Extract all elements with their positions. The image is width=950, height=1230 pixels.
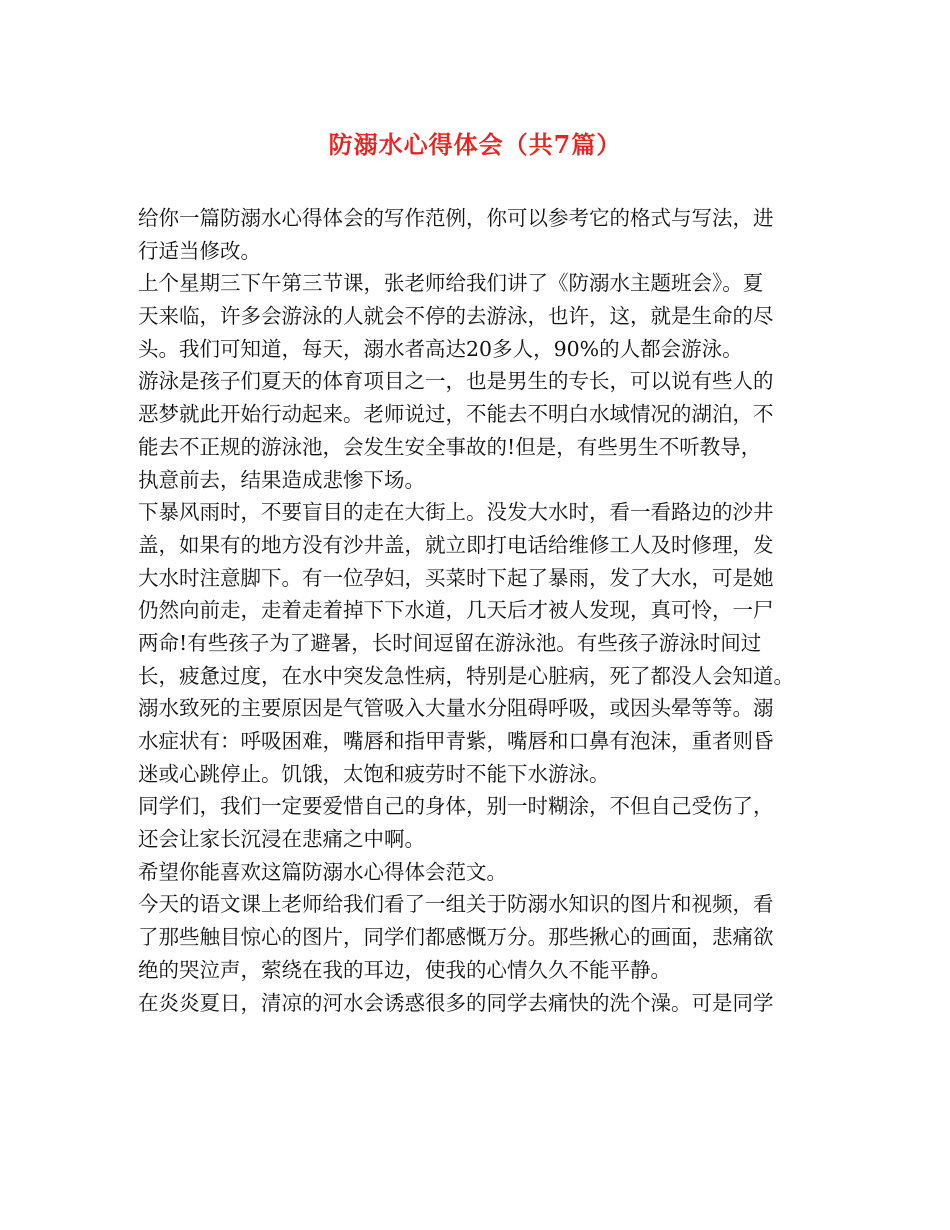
document-title: 防溺水心得体会（共7篇） [328,130,622,159]
text-line-3: 上个星期三下午第三节课，张老师给我们讲了《防溺水主题班会》。夏 [138,271,764,296]
text-line-4: 天来临，许多会游泳的人就会不停的去游泳，也许，这，就是生命的尽 [138,304,774,329]
text-line-15: 长，疲惫过度，在水中突发急性病，特别是心脏病，死了都没人会知道。 [138,663,794,688]
text-line-18: 迷或心跳停止。饥饿，太饱和疲劳时不能下水游泳。 [138,761,610,786]
text-line-11: 盖，如果有的地方没有沙井盖，就立即打电话给维修工人及时修理，发 [138,532,774,557]
text-line-2: 行适当修改。 [138,238,261,263]
text-line-16: 溺水致死的主要原因是气管吸入大量水分阻碍呼吸，或因头晕等等。溺 [138,696,774,721]
text-line-24: 绝的哭泣声，萦绕在我的耳边，使我的心情久久不能平静。 [138,957,671,982]
text-line-1: 给你一篇防溺水心得体会的写作范例，你可以参考它的格式与写法，进 [138,206,774,230]
text-line-25: 在炎炎夏日，清凉的河水会诱惑很多的同学去痛快的洗个澡。可是同学 [138,990,774,1015]
text-line-8: 能去不正规的游泳池，会发生安全事故的!但是，有些男生不听教导， [138,434,762,459]
text-line-7: 恶梦就此开始行动起来。老师说过，不能去不明白水域情况的湖泊，不 [138,402,774,427]
text-line-19: 同学们，我们一定要爱惜自己的身体，别一时糊涂，不但自己受伤了， [138,794,774,819]
text-line-22: 今天的语文课上老师给我们看了一组关于防溺水知识的图片和视频，看 [138,892,774,917]
text-line-9: 执意前去，结果造成悲惨下场。 [138,467,425,492]
text-line-12: 大水时注意脚下。有一位孕妇，买菜时下起了暴雨，发了大水，可是她 [138,565,774,590]
document-body [138,202,828,1019]
text-line-10: 下暴风雨时，不要盲目的走在大街上。没发大水时，看一看路边的沙井 [138,500,774,525]
text-line-14: 两命!有些孩子为了避暑，长时间逗留在游泳池。有些孩子游泳时间过 [138,630,762,655]
text-line-20: 还会让家长沉浸在悲痛之中啊。 [138,827,425,852]
text-line-5: 头。我们可知道，每天，溺水者高达20多人，90%的人都会游泳。 [138,336,743,361]
text-line-17: 水症状有：呼吸困难，嘴唇和指甲青紫，嘴唇和口鼻有泡沫，重者则昏 [138,729,774,753]
text-line-23: 了那些触目惊心的图片，同学们都感慨万分。那些揪心的画面，悲痛欲 [138,925,774,950]
text-line-13: 仍然向前走，走着走着掉下下水道，几天后才被人发现，真可怜，一尸 [138,598,774,623]
text-line-6: 游泳是孩子们夏天的体育项目之一，也是男生的专长，可以说有些人的 [138,369,774,394]
text-line-21: 希望你能喜欢这篇防溺水心得体会范文。 [138,859,507,884]
